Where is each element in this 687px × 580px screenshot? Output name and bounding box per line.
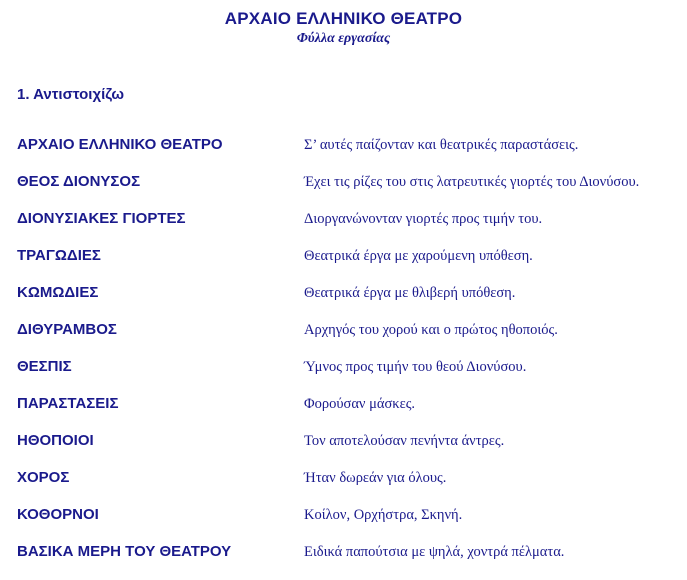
matching-row (0, 543, 687, 580)
description-text: Ειδικά παπούτσια με ψηλά, χοντρά πέλματα. (304, 544, 565, 560)
term-label: ΠΑΡΑΣΤΑΣΕΙΣ (17, 395, 119, 412)
description-text: Θεατρικά έργα με θλιβερή υπόθεση. (304, 285, 516, 301)
description-text: Κοίλον, Ορχήστρα, Σκηνή. (304, 507, 463, 523)
matching-row (0, 469, 687, 506)
matching-row (0, 506, 687, 543)
matching-row (0, 395, 687, 432)
term-label: ΤΡΑΓΩΔΙΕΣ (17, 247, 101, 264)
term-label: ΚΩΜΩΔΙΕΣ (17, 284, 99, 301)
term-label: ΚΟΘΟΡΝΟΙ (17, 506, 99, 523)
term-label: ΒΑΣΙΚΑ ΜΕΡΗ ΤΟΥ ΘΕΑΤΡΟΥ (17, 543, 232, 560)
description-text: Ύμνος προς τιμήν του θεού Διονύσου. (304, 359, 527, 375)
matching-row (0, 173, 687, 210)
matching-row (0, 136, 687, 173)
term-label: ΧΟΡΟΣ (17, 469, 70, 486)
matching-row (0, 321, 687, 358)
matching-row (0, 247, 687, 284)
matching-list (0, 136, 687, 580)
description-text: Σ’ αυτές παίζονταν και θεατρικές παραστάσεις. (304, 137, 579, 153)
matching-row (0, 284, 687, 321)
document-subtitle: Φύλλα εργασίας (296, 31, 391, 46)
description-text: Τον αποτελούσαν πενήντα άντρες. (304, 433, 505, 449)
term-label: ΘΕΟΣ ΔΙΟΝΥΣΟΣ (17, 173, 141, 190)
matching-row (0, 210, 687, 247)
matching-row (0, 358, 687, 395)
description-text: Διοργανώνονταν γιορτές προς τιμήν του. (304, 211, 543, 227)
term-label: ΗΘΟΠΟΙΟΙ (17, 432, 94, 449)
matching-row (0, 432, 687, 469)
document-title: ΑΡΧΑΙΟ ΕΛΛΗΝΙΚΟ ΘΕΑΤΡΟ (224, 9, 463, 28)
term-label: ΘΕΣΠΙΣ (17, 358, 72, 375)
description-text: Ήταν δωρεάν για όλους. (304, 470, 447, 486)
description-text: Έχει τις ρίζες του στις λατρευτικές γιορτές του Διονύσου. (304, 174, 640, 190)
section-heading: 1. Αντιστοιχίζω (17, 86, 125, 103)
term-label: ΑΡΧΑΙΟ ΕΛΛΗΝΙΚΟ ΘΕΑΤΡΟ (17, 136, 223, 153)
term-label: ΔΙΘΥΡΑΜΒΟΣ (17, 321, 117, 338)
term-label: ΔΙΟΝΥΣΙΑΚΕΣ ΓΙΟΡΤΕΣ (17, 210, 186, 227)
description-text: Θεατρικά έργα με χαρούμενη υπόθεση. (304, 248, 533, 264)
description-text: Αρχηγός του χορού και ο πρώτος ηθοποιός. (304, 322, 558, 338)
description-text: Φορούσαν μάσκες. (304, 396, 416, 412)
